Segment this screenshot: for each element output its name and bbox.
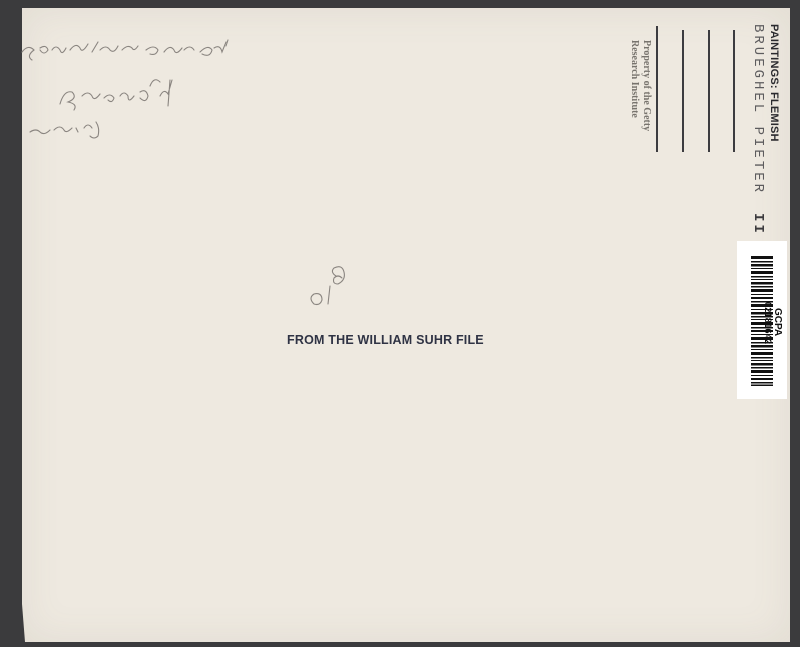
ruled-line-1 <box>656 26 658 152</box>
barcode-number: 02181642 <box>763 302 773 345</box>
ruled-line-3 <box>708 30 710 152</box>
handwriting-line-1 <box>22 40 228 60</box>
ruled-line-4 <box>733 30 735 152</box>
artist-name: BRUEGHEL PIETER <box>750 24 766 196</box>
artist-numeral: II <box>750 213 766 236</box>
handwriting-line-2 <box>60 80 172 110</box>
property-stamp-line-1: Property of the Getty <box>641 40 652 132</box>
property-stamp-line-2: Research Institute <box>629 40 640 118</box>
william-suhr-stamp: FROM THE WILLIAM SUHR FILE <box>287 333 484 347</box>
ruled-line-2 <box>682 30 684 152</box>
handwriting-number <box>311 267 344 305</box>
artist-name-label <box>750 24 766 236</box>
handwriting-line-3 <box>30 122 99 138</box>
category-label: PAINTINGS: FLEMISH <box>768 24 780 142</box>
barcode-text-label: GCPA <box>772 308 783 337</box>
